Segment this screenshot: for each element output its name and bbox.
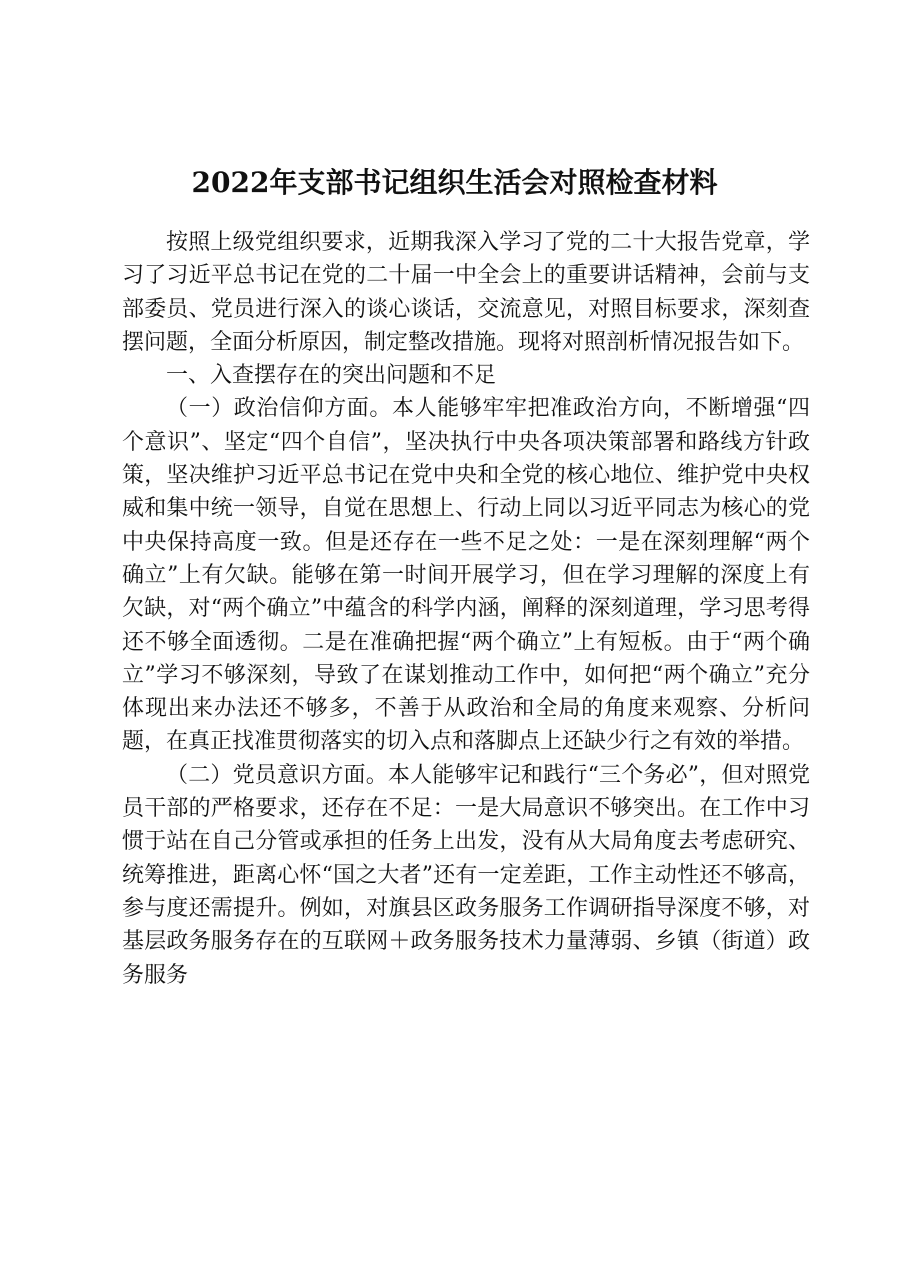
document-title: 2022年支部书记组织生活会对照检查材料 — [191, 166, 718, 199]
section-heading: 一、入查摆存在的突出问题和不足 — [166, 363, 497, 389]
paragraph-party-awareness: （二）党员意识方面。本人能够牢记和践行“三个务必”，但对照党员干部的严格要求，还存在不足：一是大局意识不够突出。在工作中习惯于站在自己分管或承担的任务上出发，没有从大局角度去考虑研究、统筹推进，距离心怀“国之大者”还有一定差距，工作主动性还不够高，参与度还需提升。例如，对旗县区政务服务工作调研指导深度不够，对基层政务服务存在的互联网＋政务服务技术力量薄弱、乡镇（街道）政务服务 — [122, 762, 810, 988]
document-body — [122, 226, 810, 992]
paragraph-political-belief: （一）政治信仰方面。本人能够牢牢把准政治方向，不断增强“四个意识”、坚定“四个自信”，坚决执行中央各项决策部署和路线方针政策，坚决维护习近平总书记在党中央和全党的核心地位、维护党中央权威和集中统一领导，自觉在思想上、行动上同以习近平同志为核心的党中央保持高度一致。但是还存在一些不足之处：一是在深刻理解“两个确立”上有欠缺。能够在第一时间开展学习，但在学习理解的深度上有欠缺，对“两个确立”中蕴含的科学内涵，阐释的深刻道理，学习思考得还不够全面透彻。二是在准确把握“两个确立”上有短板。由于“两个确立”学习不够深刻，导致了在谋划推动工作中，如何把“两个确立”充分体现出来办法还不够多，不善于从政治和全局的角度来观察、分析问题，在真正找准贯彻落实的切入点和落脚点上还缺少行之有效的举措。 — [122, 396, 810, 755]
paragraph-intro: 按照上级党组织要求，近期我深入学习了党的二十大报告党章，学习了习近平总书记在党的二十届一中全会上的重要讲话精神，会前与支部委员、党员进行深入的谈心谈话，交流意见，对照目标要求，深刻查摆问题，全面分析原因，制定整改措施。现将对照剖析情况报告如下。 — [122, 230, 810, 355]
